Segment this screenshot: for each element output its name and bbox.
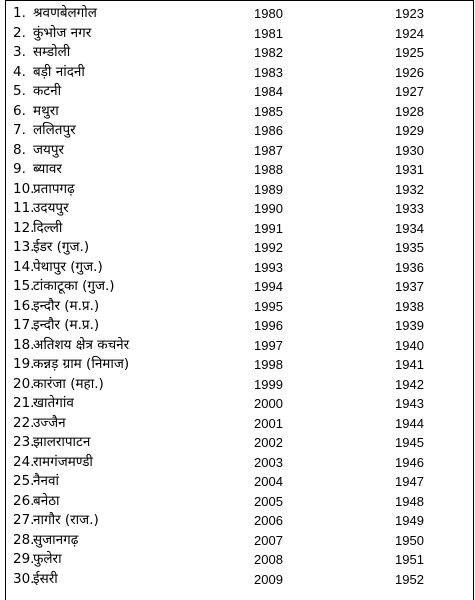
year-column-1: 2004 xyxy=(254,474,283,489)
place-name: कन्नड़ ग्राम (निमाज) xyxy=(33,356,130,372)
year-column-2: 1932 xyxy=(395,181,424,197)
place-name: कुंभोज नगर xyxy=(33,24,92,41)
year-column-2: 1948 xyxy=(395,493,424,509)
year-column-1: 1983 xyxy=(254,64,283,80)
place-name: पेथापुर (गुज.) xyxy=(33,258,103,275)
list-row xyxy=(0,375,475,395)
year-column-2: 1925 xyxy=(395,45,424,60)
year-column-2: 1942 xyxy=(395,376,424,392)
year-column-2: 1950 xyxy=(395,532,424,548)
row-number: 8. xyxy=(13,141,26,158)
place-name: झालरापाटन xyxy=(33,434,91,450)
chaturmas-list xyxy=(0,4,475,589)
place-name: जयपुर xyxy=(33,141,65,158)
row-number: 23. xyxy=(13,434,35,450)
list-row xyxy=(0,141,475,161)
year-column-1: 1990 xyxy=(254,201,283,216)
list-row xyxy=(0,531,475,551)
year-column-2: 1934 xyxy=(395,220,424,236)
year-column-2: 1931 xyxy=(395,162,424,177)
year-column-2: 1941 xyxy=(395,357,424,372)
place-name: बनेठा xyxy=(33,492,60,509)
row-number: 15. xyxy=(13,278,35,294)
list-row xyxy=(0,199,475,219)
year-column-2: 1936 xyxy=(395,259,424,275)
list-row xyxy=(0,570,475,590)
row-number: 25. xyxy=(13,473,35,489)
list-row xyxy=(0,414,475,434)
list-row xyxy=(0,258,475,278)
list-row xyxy=(0,336,475,356)
list-row xyxy=(0,24,475,44)
year-column-1: 1999 xyxy=(254,376,283,392)
year-column-1: 1992 xyxy=(254,240,283,255)
row-number: 1. xyxy=(13,5,26,21)
year-column-2: 1951 xyxy=(395,552,424,567)
year-column-2: 1924 xyxy=(395,25,424,41)
year-column-1: 1980 xyxy=(254,6,283,21)
year-column-1: 2000 xyxy=(254,396,283,411)
list-row xyxy=(0,492,475,512)
row-number: 2. xyxy=(13,24,26,41)
place-name: इन्दौर (म.प्र.) xyxy=(33,317,100,333)
row-number: 13. xyxy=(13,239,35,255)
year-column-1: 1987 xyxy=(254,142,283,158)
year-column-2: 1952 xyxy=(395,571,424,587)
year-column-1: 1993 xyxy=(254,259,283,275)
row-number: 29. xyxy=(13,551,35,567)
year-column-1: 1991 xyxy=(254,220,283,236)
row-number: 14. xyxy=(13,258,35,275)
row-number: 16. xyxy=(13,297,35,314)
year-column-1: 2005 xyxy=(254,493,283,509)
place-name: सम्डोली xyxy=(33,44,71,60)
list-row xyxy=(0,355,475,375)
place-name: कटनी xyxy=(33,83,62,99)
list-row xyxy=(0,4,475,24)
list-row xyxy=(0,297,475,317)
place-name: उज्जैन xyxy=(33,414,66,431)
list-row xyxy=(0,316,475,336)
year-column-1: 1998 xyxy=(254,357,283,372)
year-column-1: 1994 xyxy=(254,279,283,294)
year-column-2: 1927 xyxy=(395,84,424,99)
row-number: 26. xyxy=(13,492,35,509)
year-column-1: 1989 xyxy=(254,181,283,197)
year-column-2: 1928 xyxy=(395,103,424,119)
place-name: श्रवणबेलगोल xyxy=(33,5,97,21)
list-row xyxy=(0,550,475,570)
place-name: रामगंजमण्डी xyxy=(33,453,93,470)
year-column-1: 1986 xyxy=(254,123,283,138)
year-column-2: 1937 xyxy=(395,279,424,294)
year-column-1: 2003 xyxy=(254,454,283,470)
row-number: 3. xyxy=(13,44,26,60)
row-number: 22. xyxy=(13,414,35,431)
list-row xyxy=(0,121,475,141)
place-name: मथुरा xyxy=(33,102,59,119)
year-column-1: 1985 xyxy=(254,103,283,119)
year-column-1: 1984 xyxy=(254,84,283,99)
list-row xyxy=(0,394,475,414)
year-column-2: 1933 xyxy=(395,201,424,216)
year-column-1: 1997 xyxy=(254,337,283,353)
year-column-2: 1930 xyxy=(395,142,424,158)
year-column-2: 1940 xyxy=(395,337,424,353)
row-number: 7. xyxy=(13,122,26,138)
list-row xyxy=(0,82,475,102)
year-column-1: 2002 xyxy=(254,435,283,450)
row-number: 21. xyxy=(13,395,35,411)
year-column-1: 2007 xyxy=(254,532,283,548)
year-column-1: 2008 xyxy=(254,552,283,567)
place-name: ईडर (गुज.) xyxy=(33,239,90,255)
year-column-1: 1982 xyxy=(254,45,283,60)
year-column-1: 2009 xyxy=(254,571,283,587)
year-column-1: 1981 xyxy=(254,25,283,41)
place-name: प्रतापगढ़ xyxy=(33,180,75,197)
row-number: 9. xyxy=(13,161,26,177)
row-number: 18. xyxy=(13,336,35,353)
year-column-2: 1946 xyxy=(395,454,424,470)
place-name: इन्दौर (म.प्र.) xyxy=(33,297,100,314)
place-name: नागौर (राज.) xyxy=(33,512,99,528)
list-row xyxy=(0,472,475,492)
list-row xyxy=(0,238,475,258)
row-number: 12. xyxy=(13,219,35,236)
list-row xyxy=(0,453,475,473)
list-row xyxy=(0,180,475,200)
list-row xyxy=(0,277,475,297)
year-column-2: 1944 xyxy=(395,415,424,431)
year-column-2: 1938 xyxy=(395,298,424,314)
year-column-2: 1943 xyxy=(395,396,424,411)
row-number: 11. xyxy=(13,200,35,216)
list-row xyxy=(0,433,475,453)
year-column-1: 1996 xyxy=(254,318,283,333)
place-name: कारंजा (महा.) xyxy=(33,375,104,392)
row-number: 20. xyxy=(13,375,35,392)
row-number: 4. xyxy=(13,63,26,80)
place-name: फुलेरा xyxy=(33,551,62,567)
place-name: बड़ी नांदनी xyxy=(33,63,85,80)
row-number: 28. xyxy=(13,531,35,548)
row-number: 6. xyxy=(13,102,26,119)
list-row xyxy=(0,160,475,180)
list-row xyxy=(0,511,475,531)
year-column-1: 2001 xyxy=(254,415,283,431)
year-column-1: 1988 xyxy=(254,162,283,177)
place-name: ईसरी xyxy=(33,570,58,587)
table-top-border xyxy=(5,0,474,1)
year-column-1: 1995 xyxy=(254,298,283,314)
place-name: नैनवां xyxy=(33,473,59,489)
year-column-1: 2006 xyxy=(254,513,283,528)
row-number: 19. xyxy=(13,356,35,372)
list-row xyxy=(0,102,475,122)
list-row xyxy=(0,219,475,239)
row-number: 27. xyxy=(13,512,35,528)
year-column-2: 1926 xyxy=(395,64,424,80)
place-name: दिल्ली xyxy=(33,219,63,236)
place-name: अतिशय क्षेत्र कचनेर xyxy=(33,336,130,353)
year-column-2: 1929 xyxy=(395,123,424,138)
row-number: 10. xyxy=(13,180,35,197)
year-column-2: 1945 xyxy=(395,435,424,450)
row-number: 17. xyxy=(13,317,35,333)
year-column-2: 1949 xyxy=(395,513,424,528)
list-row xyxy=(0,63,475,83)
year-column-2: 1923 xyxy=(395,6,424,21)
row-number: 5. xyxy=(13,83,26,99)
row-number: 24. xyxy=(13,453,35,470)
place-name: टांकाटूका (गुज.) xyxy=(33,278,115,294)
place-name: ललितपुर xyxy=(33,122,76,138)
list-row xyxy=(0,43,475,63)
year-column-2: 1935 xyxy=(395,240,424,255)
place-name: ब्यावर xyxy=(33,161,62,177)
place-name: खातेगांव xyxy=(33,395,74,411)
row-number: 30. xyxy=(13,570,35,587)
place-name: सुजानगढ़ xyxy=(33,531,79,548)
place-name: उदयपुर xyxy=(33,200,69,216)
year-column-2: 1947 xyxy=(395,474,424,489)
year-column-2: 1939 xyxy=(395,318,424,333)
